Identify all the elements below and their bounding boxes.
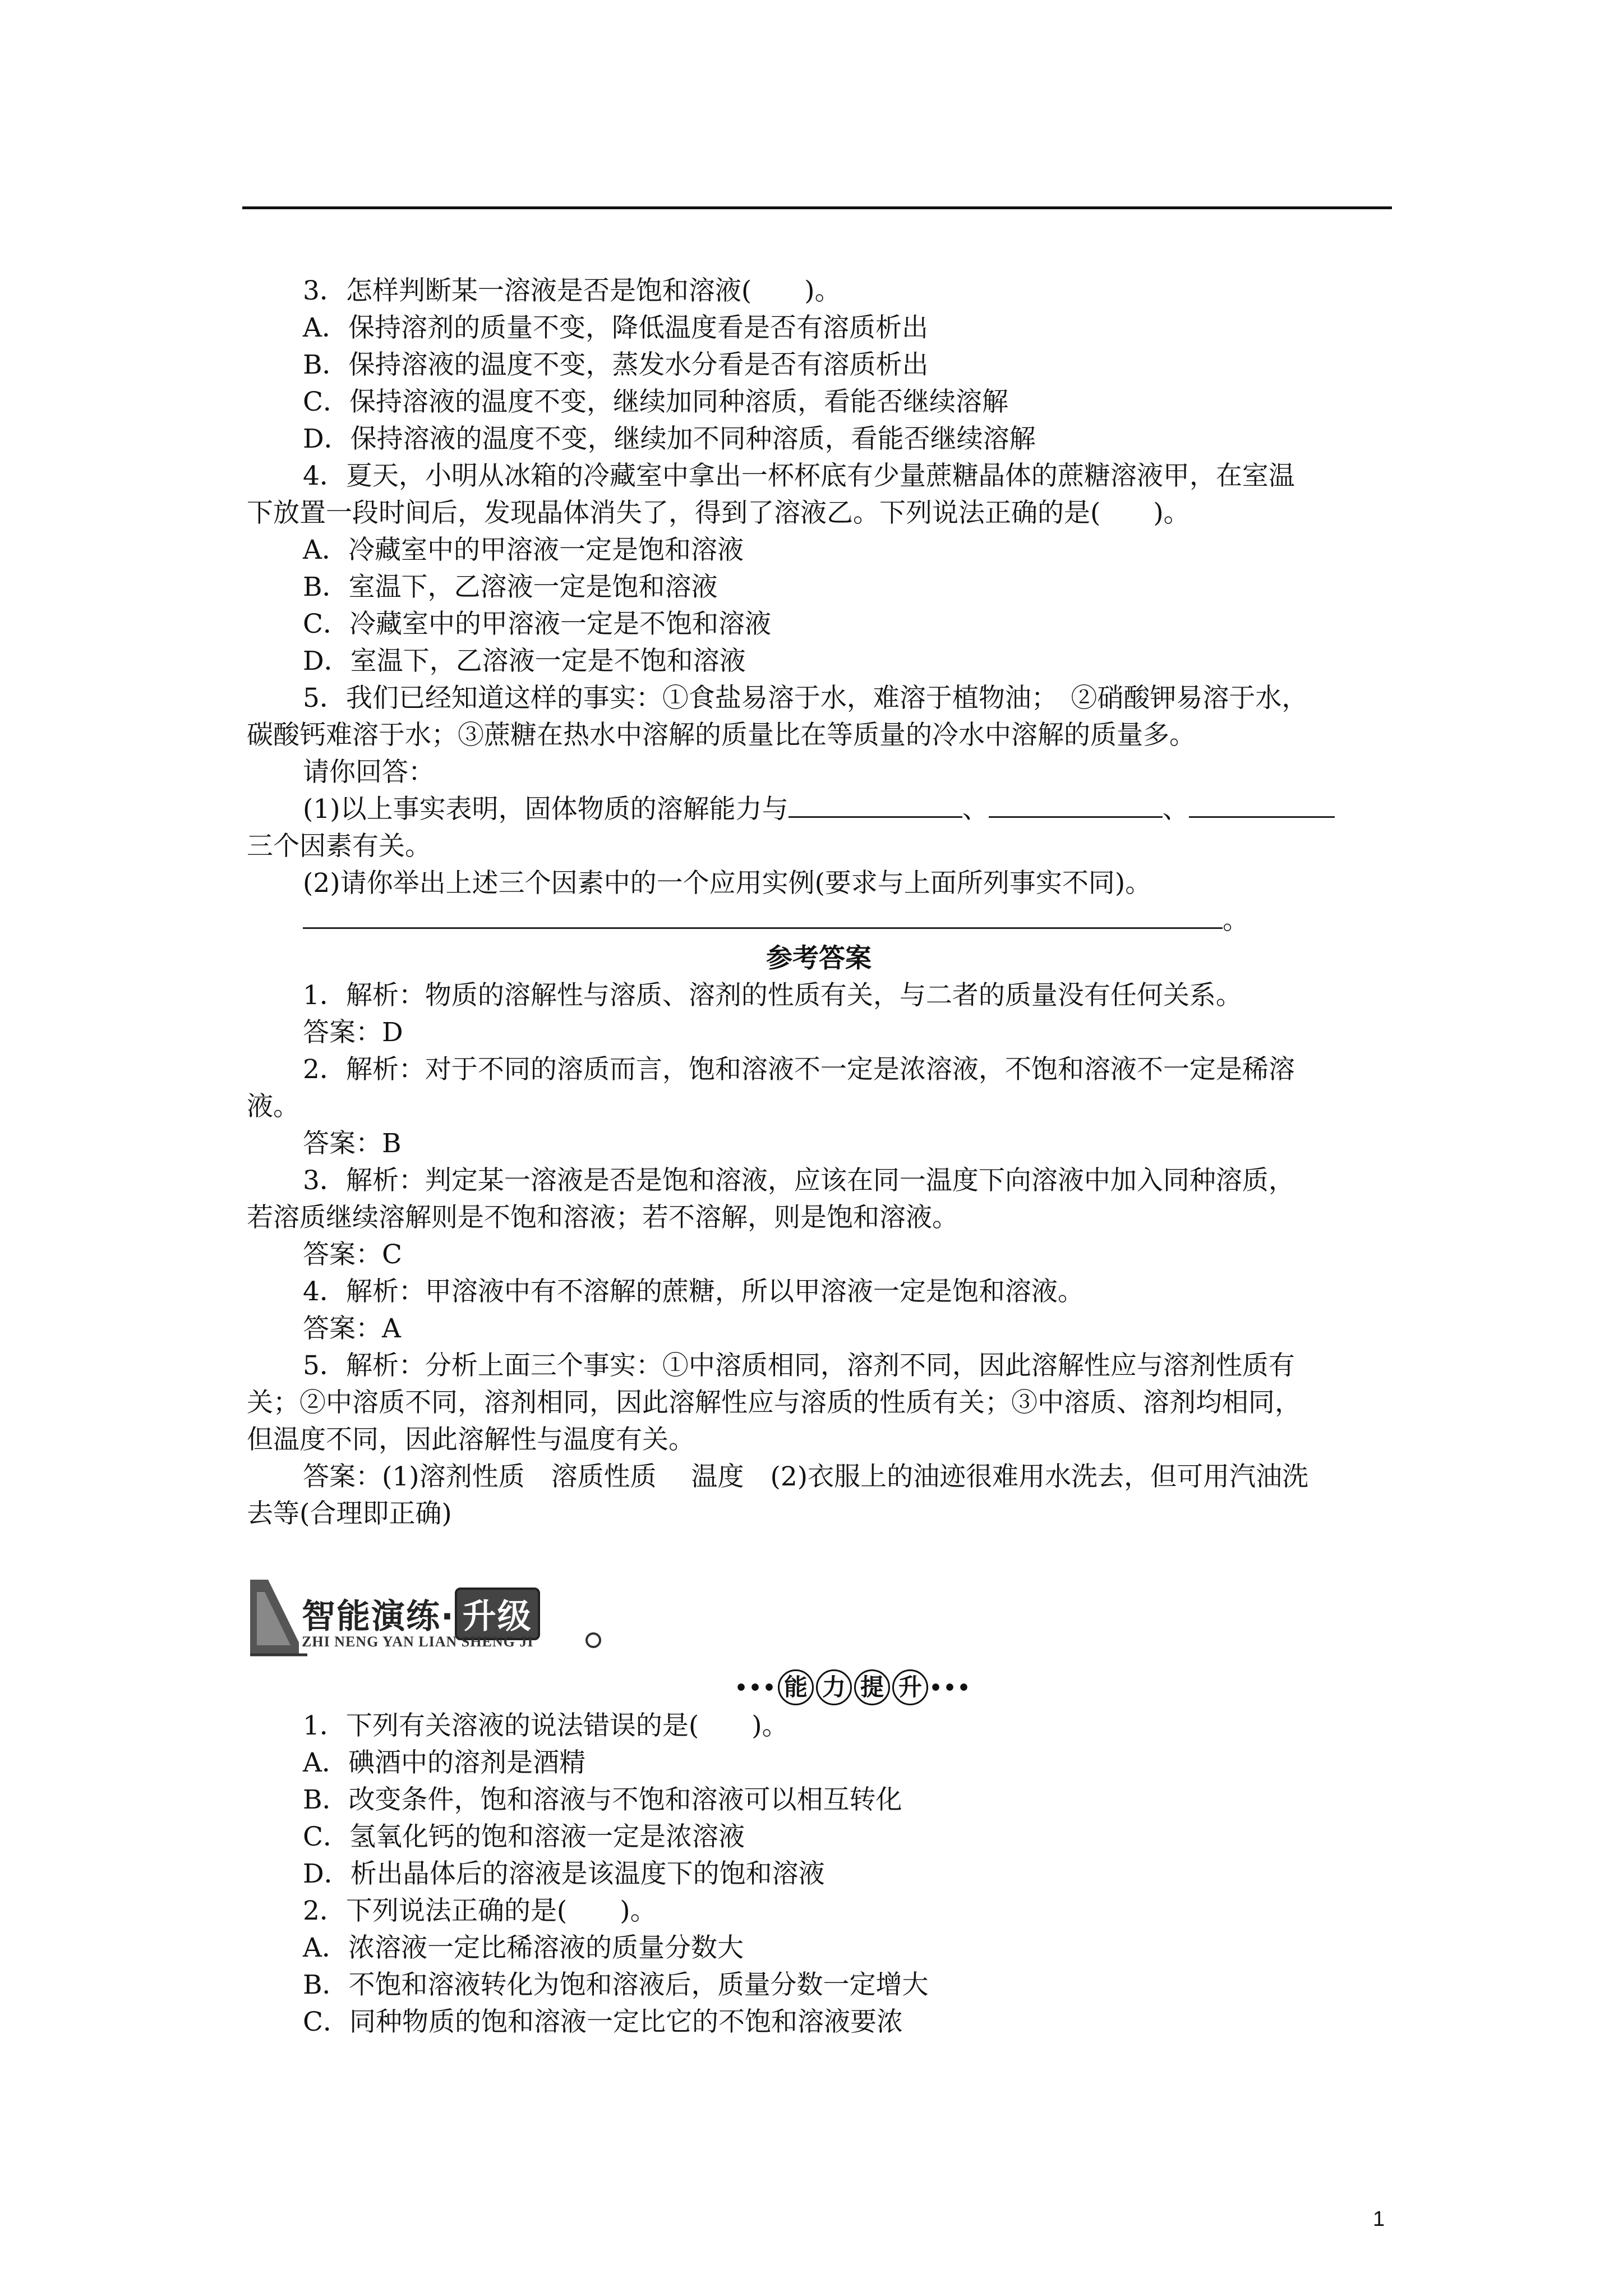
banner-title-text: 智能演练· [302,1597,455,1636]
bottom-question-1: 1．下列有关溶液的说法错误的是( )。 [303,1710,789,1741]
blank-separator: 、 [962,794,989,825]
answer-5-line2: 去等(合理即正确) [247,1498,452,1529]
answer-4: 答案：A [303,1313,401,1344]
question-5-line1: 5．我们已经知道这样的事实：①食盐易溶于水，难溶于植物油； ②硝酸钾易溶于水， [303,683,1308,714]
answer-1: 答案：D [303,1017,403,1048]
option-3c: C．保持溶液的温度不变，继续加同种溶质，看能否继续溶解 [303,386,1008,417]
answer-5-analysis-line3: 但温度不同，因此溶解性与温度有关。 [247,1424,695,1455]
ability-dots-right: ••• [929,1676,972,1700]
answer-3: 答案：C [303,1239,402,1270]
option-4d: D．室温下，乙溶液一定是不饱和溶液 [303,646,746,677]
ability-char-2: 力 [816,1669,852,1705]
answer-5-analysis-line2: 关；②中溶质不同，溶剂相同，因此溶解性应与溶质的性质有关；③中溶质、溶剂均相同， [247,1387,1301,1418]
option-4c: C．冷藏室中的甲溶液一定是不饱和溶液 [303,609,771,639]
banner-logo-icon [246,1575,307,1659]
answer-3-analysis-line1: 3．解析：判定某一溶液是否是饱和溶液，应该在同一温度下向溶液中加入同种溶质， [303,1165,1295,1196]
header-rule [242,206,1392,209]
answer-5-analysis-line1: 5．解析：分析上面三个事实：①中溶质相同，溶剂不同，因此溶解性应与溶剂性质有 [303,1350,1295,1381]
page-number: 1 [1373,2207,1385,2231]
answers-heading: 参考答案 [766,943,872,974]
answer-blank-2[interactable] [989,792,1163,818]
blank-separator: 、 [1162,794,1189,825]
answer-2: 答案：B [303,1128,402,1159]
ability-heading [735,1669,971,1705]
answer-blank-4-end: 。 [1223,905,1249,936]
bottom-option-1d: D．析出晶体后的溶液是该温度下的饱和溶液 [303,1858,825,1889]
banner-title-box: 升级 [455,1588,540,1640]
question-5-part2: (2)请你举出上述三个因素中的一个应用实例(要求与上面所列事实不同)。 [303,868,1152,899]
option-3a: A．保持溶剂的质量不变，降低温度看是否有溶质析出 [303,312,928,343]
option-3b: B．保持溶液的温度不变，蒸发水分看是否有溶质析出 [303,349,929,380]
option-4b: B．室温下，乙溶液一定是饱和溶液 [303,572,718,602]
question-5-part1 [303,791,1335,828]
question-5-prompt: 请你回答： [303,757,435,788]
question-4-line1: 4．夏天，小明从冰箱的冷藏室中拿出一杯杯底有少量蔗糖晶体的蔗糖溶液甲，在室温 [303,461,1295,491]
banner-title [302,1588,540,1640]
ability-char-4: 升 [892,1669,928,1705]
bottom-option-2c: C．同种物质的饱和溶液一定比它的不饱和溶液要浓 [303,2007,903,2037]
ability-char-3: 提 [854,1669,890,1705]
question-5-part1-text: (1)以上事实表明，固体物质的溶解能力与 [303,794,789,825]
bottom-question-2: 2．下列说法正确的是( )。 [303,1895,657,1926]
banner-ring-icon [582,1629,605,1651]
question-5-line2: 碳酸钙难溶于水；③蔗糖在热水中溶解的质量比在等质量的冷水中溶解的质量多。 [247,720,1196,751]
answer-2-analysis-line1: 2．解析：对于不同的溶质而言，饱和溶液不一定是浓溶液，不饱和溶液不一定是稀溶 [303,1054,1295,1085]
bottom-option-1c: C．氢氧化钙的饱和溶液一定是浓溶液 [303,1821,745,1852]
answer-5-line1: 答案：(1)溶剂性质 溶质性质 温度 (2)衣服上的油迹很难用水洗去，但可用汽油洗 [303,1461,1309,1492]
bottom-option-2a: A．浓溶液一定比稀溶液的质量分数大 [303,1932,744,1963]
question-3: 3．怎样判断某一溶液是否是饱和溶液( )。 [303,275,841,306]
ability-dots-left: ••• [735,1676,777,1700]
answer-blank-4[interactable] [303,903,1223,929]
ability-char-1: 能 [778,1669,814,1705]
bottom-option-1a: A．碘酒中的溶剂是酒精 [303,1747,585,1778]
answer-1-analysis: 1．解析：物质的溶解性与溶质、溶剂的性质有关，与二者的质量没有任何关系。 [303,980,1242,1011]
bottom-option-1b: B．改变条件，饱和溶液与不饱和溶液可以相互转化 [303,1784,902,1815]
answer-blank-1[interactable] [789,792,962,818]
banner-subtitle: ZHI NENG YAN LIAN SHENG JI [302,1634,534,1650]
answer-3-analysis-line2: 若溶质继续溶解则是不饱和溶液；若不溶解，则是饱和溶液。 [247,1202,958,1233]
section-banner [246,1575,605,1659]
question-4-line2: 下放置一段时间后，发现晶体消失了，得到了溶液乙。下列说法正确的是( )。 [247,498,1190,528]
question-5-part1-end: 三个因素有关。 [247,831,431,862]
option-3d: D．保持溶液的温度不变，继续加不同种溶质，看能否继续溶解 [303,424,1036,454]
answer-2-analysis-line2: 液。 [247,1091,299,1122]
bottom-option-2b: B．不饱和溶液转化为饱和溶液后，质量分数一定增大 [303,1970,929,2000]
answer-blank-3[interactable] [1189,792,1335,818]
answer-4-analysis: 4．解析：甲溶液中有不溶解的蔗糖，所以甲溶液一定是饱和溶液。 [303,1276,1084,1307]
option-4a: A．冷藏室中的甲溶液一定是饱和溶液 [303,535,744,565]
question-5-part2-answer [303,902,1249,939]
